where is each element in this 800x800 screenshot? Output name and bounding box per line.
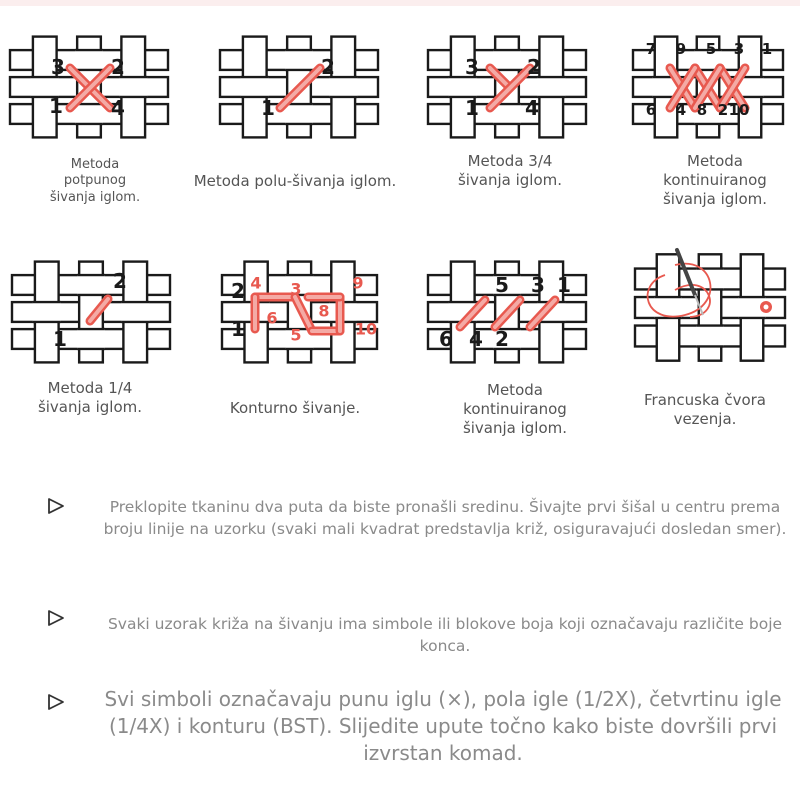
weave-diagram-three-quarter-stitch <box>410 20 600 150</box>
diagram-three-quarter-stitch <box>410 20 600 220</box>
stitch-number-label: 10 <box>728 101 750 119</box>
weave-over-segment <box>493 50 521 70</box>
stitch-number-label: 9 <box>352 273 364 293</box>
stitch-number-label: 1 <box>557 273 571 297</box>
instruction-text: Preklopite tkaninu dva puta da biste pronašli sredinu. Šivajte prvi šišal u centru prema broju linije na uzorku (svaki mali kvadrat predstavlja križ, osiguravajući dosledan smer). <box>103 498 787 538</box>
stitch-number-label: 9 <box>675 40 687 58</box>
diagram-caption: Metoda 3/4 šivanja iglom. <box>457 152 563 189</box>
stitch-number-label: 6 <box>645 101 657 119</box>
stitch-number-label: 1 <box>761 40 773 58</box>
weave-over-segment <box>241 77 269 97</box>
stitch-number-label: 4 <box>250 273 262 293</box>
instruction-2 <box>0 605 800 665</box>
stitch-number-label: 8 <box>696 101 708 119</box>
weave-diagram-quarter-stitch <box>0 245 190 375</box>
stitch-number-label: 2 <box>527 55 541 79</box>
weave-diagram-full-stitch <box>0 20 190 150</box>
stitch-number-label: 6 <box>266 308 278 328</box>
weave-diagram-continuous-stitch-2 <box>410 245 600 375</box>
diagram-full-stitch <box>0 20 190 220</box>
stitch-number-label: 4 <box>111 96 125 120</box>
weave-over-segment <box>655 297 682 318</box>
weave-over-segment <box>449 77 477 97</box>
stitch-number-label: 2 <box>717 101 729 119</box>
stitch-number-label: 1 <box>53 327 67 351</box>
stitch-number-label: 6 <box>439 327 453 351</box>
diagram-caption: Metoda kontinuiranog šivanja iglom. <box>462 381 568 437</box>
top-accent-bar <box>0 0 800 6</box>
diagram-french-knot <box>615 235 800 455</box>
diagram-caption: Metoda polu-šivanja iglom. <box>193 172 397 190</box>
diagram-caption: Konturno šivanje. <box>229 399 361 417</box>
weave-over-segment <box>493 104 521 124</box>
stitch-number-label: 8 <box>318 301 330 321</box>
stitch-number-label: 3 <box>290 279 302 299</box>
stitch-number-label: 4 <box>469 327 483 351</box>
weave-over-segment <box>77 329 105 349</box>
stitch-number-label: 1 <box>49 94 63 118</box>
weave-over-segment <box>121 302 149 322</box>
stitch-number-label: 4 <box>675 101 687 119</box>
stitch-number-label: 5 <box>290 325 302 345</box>
weave-over-segment <box>75 50 103 70</box>
diagram-quarter-stitch <box>0 245 190 455</box>
stitch-number-label: 1 <box>261 96 275 120</box>
weave-over-segment <box>697 326 724 347</box>
stitch-number-label: 4 <box>525 96 539 120</box>
stitch-number-label: 5 <box>495 273 509 297</box>
weave-over-segment <box>537 77 565 97</box>
weave-over-segment <box>329 77 357 97</box>
diagram-caption: Francuska čvora vezenja. <box>643 391 766 428</box>
weave-over-segment <box>33 302 61 322</box>
triangle-bullet-icon <box>46 692 66 712</box>
weave-over-segment <box>75 104 103 124</box>
stitch-number-label: 10 <box>354 319 378 339</box>
diagram-continuous-stitch <box>615 20 800 220</box>
diagram-caption: Metoda kontinuiranog šivanja iglom. <box>662 152 768 208</box>
stitch-number-label: 2 <box>495 327 509 351</box>
weave-diagram-backstitch <box>200 245 390 375</box>
stitch-number-label: 3 <box>733 40 745 58</box>
diagram-caption: Metoda 1/4 šivanja iglom. <box>37 379 143 416</box>
stitch-number-label: 3 <box>531 273 545 297</box>
stitch-number-label: 1 <box>465 96 479 120</box>
weave-over-segment <box>285 50 313 70</box>
stitch-number-label: 2 <box>111 55 125 79</box>
diagram-half-stitch <box>193 20 397 220</box>
weave-over-segment <box>285 104 313 124</box>
diagram-backstitch <box>200 245 390 455</box>
diagram-caption: Metoda potpunog šivanja iglom. <box>49 157 141 205</box>
weave-diagram-french-knot <box>615 235 800 375</box>
instruction-3 <box>0 680 800 780</box>
stitch-number-label: 3 <box>465 55 479 79</box>
weave-diagram-half-stitch <box>200 20 390 150</box>
stitch-number-label: 7 <box>645 40 657 58</box>
weave-over-segment <box>77 275 105 295</box>
stitch-number-label: 5 <box>705 40 717 58</box>
instruction-text: Svaki uzorak križa na šivanju ima simbole ili blokove boja koji označavaju različite boje konca. <box>107 615 783 655</box>
instruction-1 <box>0 490 800 570</box>
stitch-number-label: 2 <box>231 279 245 303</box>
stitch-number-label: 3 <box>51 55 65 79</box>
triangle-bullet-icon <box>46 608 66 628</box>
diagram-continuous-stitch-2 <box>410 245 600 455</box>
triangle-bullet-icon <box>46 496 66 516</box>
weave-over-segment <box>119 77 147 97</box>
weave-diagram-continuous-stitch <box>615 20 800 150</box>
stitch-number-label: 2 <box>113 269 127 293</box>
stitch-number-label: 1 <box>231 317 245 341</box>
stitch-number-label: 2 <box>321 55 335 79</box>
instruction-text: Svi simboli označavaju punu iglu (×), pola igle (1/2X), četvrtinu igle (1/4X) i konturu (BST). Slijedite upute točno kako biste dovršili prvi izvrstan komad. <box>104 687 782 765</box>
